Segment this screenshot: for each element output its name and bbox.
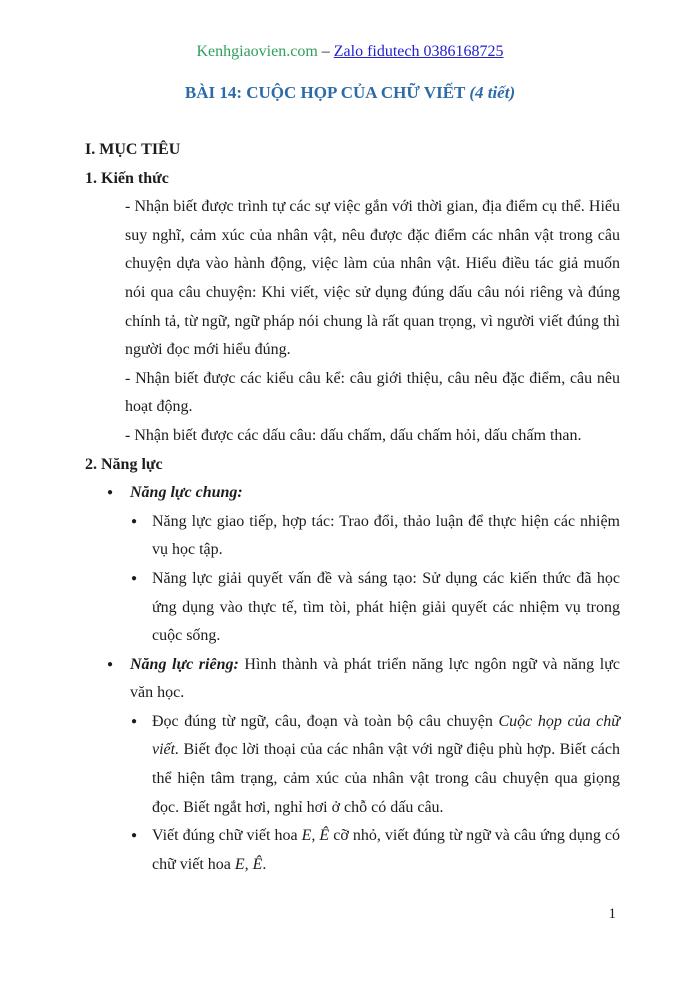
document-header [0,0,700,66]
lesson-duration: (4 tiết) [469,83,516,102]
knowledge-paragraph-2: - Nhận biết được các kiểu câu kể: câu giới thiệu, câu nêu đặc điểm, câu nêu hoạt động. [125,369,620,416]
zalo-contact-link[interactable]: Zalo fidutech 0386168725 [333,43,504,60]
lesson-title-text: BÀI 14: CUỘC HỌP CỦA CHỮ VIẾT [184,83,466,102]
specific-competence-label: Năng lực riêng: [130,655,239,673]
capital-letters-2: E, Ê [234,855,263,873]
writing-text-1: Viết đúng chữ viết hoa [152,827,302,845]
knowledge-paragraph-1: - Nhận biết được trình tự các sự việc gắn với thời gian, địa điểm cụ thể. Hiểu suy nghĩ, cảm xúc của nhân vật, nêu được đặc điểm các nhân vật trong câu chuyện dựa vào hành động, việc làm của nhân vật. Hiểu điều tác giả muốn nói qua câu chuyện: Khi viết, việc sử dụng đúng dấu câu nói riêng và đúng chính tả, từ ngữ, ngữ pháp nói chung là rất quan trọng, vì người viết đúng thì người đọc mới hiểu đúng. [125,198,620,359]
general-competence-label: Năng lực chung: [130,484,243,502]
knowledge-paragraph-3: - Nhận biết được các dấu câu: dấu chấm, dấu chấm hỏi, dấu chấm than. [125,426,582,444]
capital-letters-1: E, Ê [301,827,330,845]
story-title: Cuộc họp của chữ viết. [152,712,621,759]
reading-text-suffix: Biết đọc lời thoại của các nhân vật với ngữ điệu phù hợp. Biết cách thể hiện tâm trạng, cảm xúc của nhân vật trong câu chuyện qua giọng đọc. Biết ngắt hơi, nghỉ hơi ở chỗ có dấu câu. [152,741,620,816]
subsection-heading-knowledge: 1. Kiến thức [85,169,169,187]
list-item-reading [152,708,620,822]
list-item-communication: ● Năng lực giao tiếp, hợp tác: Trao đổi, thảo luận để thực hiện các nhiệm vụ học tập. [152,508,620,565]
subsection-heading-competence: 2. Năng lực [85,455,163,473]
reading-text-prefix: Đọc đúng từ ngữ, câu, đoạn và toàn bộ câu chuyện [152,712,499,730]
writing-text-2: cỡ nhỏ, viết đúng từ ngữ và câu ứng dụng có chữ viết hoa [152,827,621,873]
list-item-problem-solving: ● Năng lực giải quyết vấn đề và sáng tạo: Sử dụng các kiến thức đã học ứng dụng vào thực tế, tìm tòi, phát hiện giải quyết các nhiệm vụ trong cuộc sống. [152,565,620,651]
site-name: Kenhgiaovien.com [196,43,318,60]
specific-competence-text: Hình thành và phát triển năng lực ngôn ngữ và năng lực văn học. [130,655,620,702]
writing-text-3: . [262,855,267,873]
section-heading-objectives: I. MỤC TIÊU [85,141,181,158]
list-item-writing [152,822,620,879]
page-number: 1 [608,906,616,922]
document-body [0,136,700,879]
lesson-title [0,79,700,107]
list-item-specific-competence [130,651,620,708]
list-item-general-competence [130,479,620,508]
header-separator: – [321,43,330,60]
